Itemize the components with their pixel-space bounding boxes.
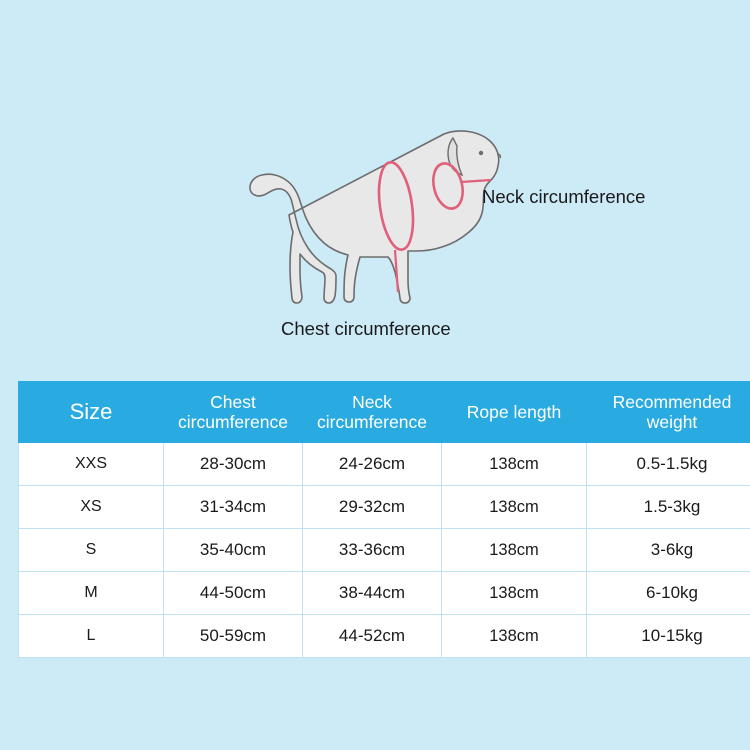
cell-weight: 6-10kg [587,572,750,615]
table-row [19,529,750,572]
cell-weight: 10-15kg [587,615,750,658]
header-rope-length [442,382,587,443]
cell-neck: 29-32cm [303,486,442,529]
cell-neck: 33-36cm [303,529,442,572]
table-row [19,486,750,529]
table-header [19,382,750,443]
cell-neck: 44-52cm [303,615,442,658]
header-neck-line2: circumference [317,412,427,432]
cell-chest: 44-50cm [164,572,303,615]
table-row [19,443,750,486]
cell-size: XXS [19,443,164,486]
cell-chest: 35-40cm [164,529,303,572]
dog-illustration [0,0,750,370]
header-weight-line1: Recommended [612,391,732,412]
cell-rope: 138cm [442,615,587,658]
header-weight-line2: weight [646,412,698,432]
header-rope-line1: Rope length [466,401,562,422]
header-recommended-weight [587,382,750,443]
cell-size: XS [19,486,164,529]
header-chest-line1: Chest [210,391,256,412]
cell-size: S [19,529,164,572]
cell-rope: 138cm [442,529,587,572]
header-size [19,382,164,443]
cell-rope: 138cm [442,572,587,615]
cell-weight: 0.5-1.5kg [587,443,750,486]
cell-chest: 50-59cm [164,615,303,658]
cell-size: M [19,572,164,615]
cell-rope: 138cm [442,486,587,529]
cell-weight: 3-6kg [587,529,750,572]
table-row [19,615,750,658]
chest-circumference-label: Chest circumference [281,318,451,339]
header-chest-line2: circumference [178,412,288,432]
cell-rope: 138cm [442,443,587,486]
header-neck-line1: Neck [352,391,392,412]
table-row [19,572,750,615]
size-table-wrapper [18,381,732,658]
cell-neck: 24-26cm [303,443,442,486]
header-neck [303,382,442,443]
table-header-row [19,382,750,443]
cell-size: L [19,615,164,658]
cell-weight: 1.5-3kg [587,486,750,529]
dog-figure [248,120,528,310]
cell-neck: 38-44cm [303,572,442,615]
neck-circumference-label: Neck circumference [482,186,646,207]
size-table [18,381,750,658]
header-chest [164,382,303,443]
cell-chest: 31-34cm [164,486,303,529]
table-body [19,443,750,658]
cell-chest: 28-30cm [164,443,303,486]
header-size-line1: Size [69,399,113,425]
